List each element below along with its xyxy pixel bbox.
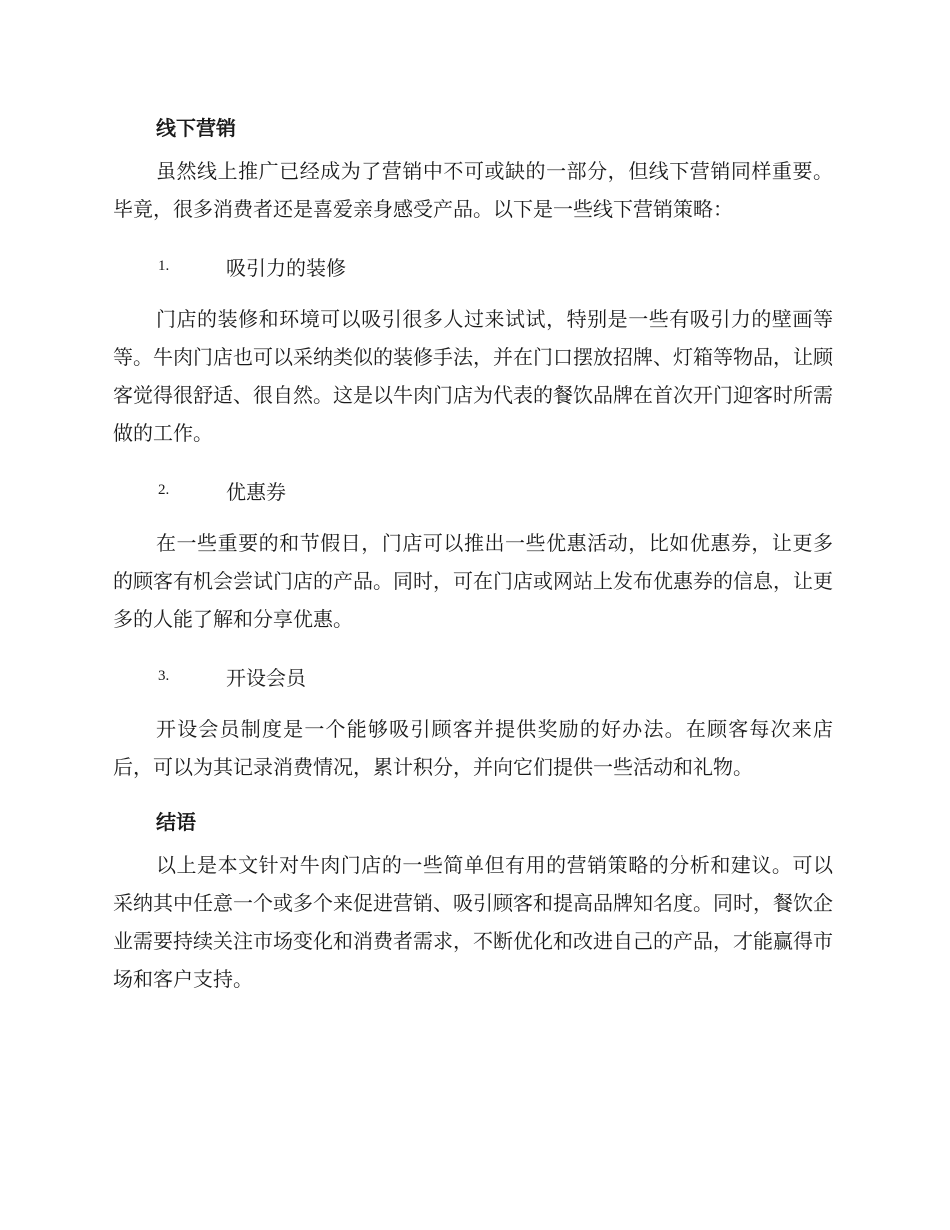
list-item-3 bbox=[113, 656, 833, 696]
offline-intro-paragraph: 虽然线上推广已经成为了营销中不可或缺的一部分，但线下营销同样重要。毕竟，很多消费者还是喜爱亲身感受产品。以下是一些线下营销策略： bbox=[113, 159, 833, 221]
document-page bbox=[113, 110, 833, 1016]
list-label: 吸引力的装修 bbox=[226, 255, 346, 280]
list-number: 2. bbox=[158, 481, 170, 498]
item-2-paragraph: 在一些重要的和节假日，门店可以推出一些优惠活动，比如优惠券，让更多的顾客有机会尝试门店的产品。同时，可在门店或网站上发布优惠券的信息，让更多的人能了解和分享优惠。 bbox=[113, 531, 833, 631]
list-label: 开设会员 bbox=[226, 665, 306, 690]
item-3-paragraph: 开设会员制度是一个能够吸引顾客并提供奖励的好办法。在顾客每次来店后，可以为其记录消费情况，累计积分，并向它们提供一些活动和礼物。 bbox=[113, 717, 833, 779]
section-heading-offline-marketing: 线下营销 bbox=[156, 116, 236, 140]
list-number: 3. bbox=[158, 667, 170, 684]
list-item-1 bbox=[113, 246, 833, 286]
conclusion-paragraph: 以上是本文针对牛肉门店的一些简单但有用的营销策略的分析和建议。可以采纳其中任意一个或多个来促进营销、吸引顾客和提高品牌知名度。同时，餐饮企业需要持续关注市场变化和消费者需求，不断优化和改进自己的产品，才能赢得市场和客户支持。 bbox=[113, 853, 833, 991]
list-item-2 bbox=[113, 470, 833, 510]
section-heading-conclusion: 结语 bbox=[156, 810, 196, 834]
list-label: 优惠券 bbox=[226, 479, 286, 504]
list-number: 1. bbox=[158, 257, 170, 274]
item-1-paragraph: 门店的装修和环境可以吸引很多人过来试试，特别是一些有吸引力的壁画等等。牛肉门店也可以采纳类似的装修手法，并在门口摆放招牌、灯箱等物品，让顾客觉得很舒适、很自然。这是以牛肉门店为代表的餐饮品牌在首次开门迎客时所需做的工作。 bbox=[113, 307, 833, 445]
